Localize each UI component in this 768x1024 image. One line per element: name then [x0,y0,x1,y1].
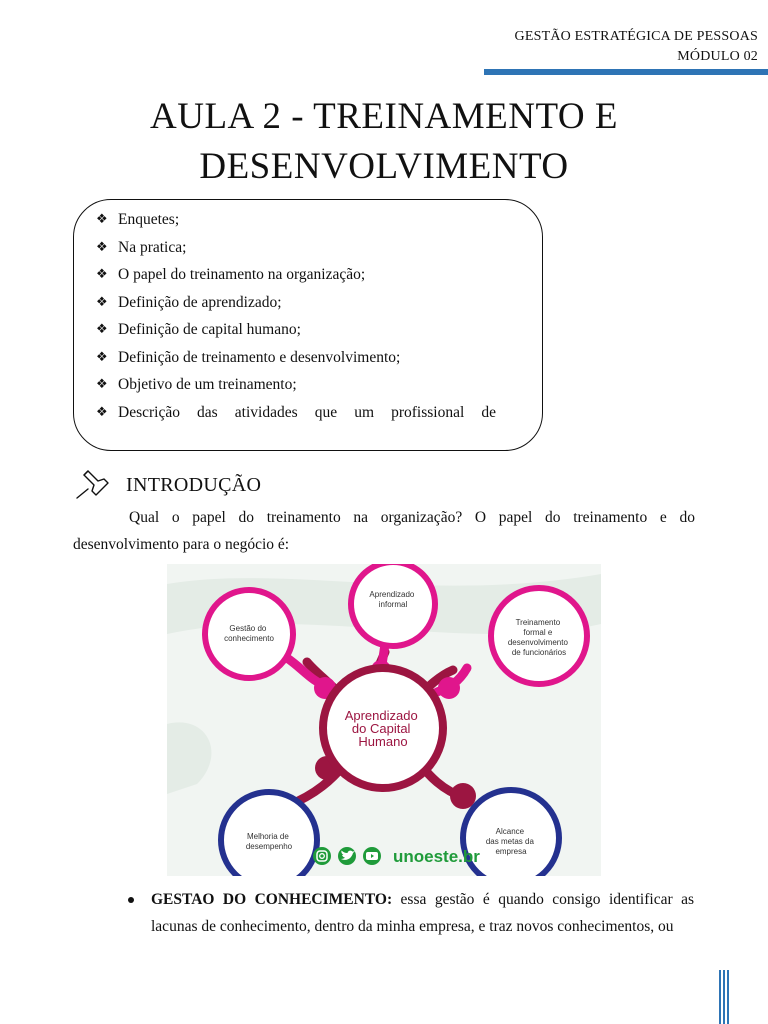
title-line-1: AULA 2 - TREINAMENTO E [150,96,618,137]
diamond-bullet-icon: ❖ [96,322,108,337]
intro-paragraph: Qual o papel do treinamento na organização? O papel do treinamento e do desenvolvimento para o negócio é: [73,509,695,553]
topic-item: ❖ Definição de capital humano; [96,316,542,344]
topic-item: ❖ Definição de treinamento e desenvolvimento; [96,344,542,372]
bullet-dot-icon [128,897,134,903]
center-label: Aprendizado do Capital Humano [344,708,418,749]
topic-item: ❖ O papel do treinamento na organização; [96,261,542,289]
header-course-title: GESTÃO ESTRATÉGICA DE PESSOAS [514,29,758,44]
topics-list [74,200,542,426]
diamond-bullet-icon: ❖ [96,212,108,227]
header-accent-bar [484,69,768,75]
node-label: Gestão do conhecimento [224,624,274,643]
title-line-2: DESENVOLVIMENTO [199,146,569,187]
diamond-bullet-icon: ❖ [96,404,108,420]
topic-item: ❖ Na pratica; [96,234,542,262]
diamond-bullet-icon: ❖ [96,294,108,310]
node-label: Aprendizado informal [369,590,415,609]
twitter-icon [338,847,356,865]
node-label: Alcance das metas da empresa [485,827,534,856]
page-header [515,27,758,67]
node-label: Melhoria de desempenho [245,832,293,851]
intro-title: INTRODUÇÃO [126,473,262,496]
diamond-bullet-icon: ❖ [96,349,108,365]
topics-box [73,199,543,451]
page-corner-lines [719,970,731,1024]
bullet-list [128,886,694,940]
intro-heading [74,467,261,503]
brand-wordmark: unoeste.br [393,847,480,866]
bullet-term: GESTAO DO CONHECIMENTO: [151,891,393,908]
header-module: MÓDULO 02 [677,49,758,64]
bullet-item [128,886,694,940]
topic-item: ❖ Objetivo de um treinamento; [96,371,542,399]
instagram-icon [313,847,331,865]
youtube-icon [363,847,381,865]
diagram-svg [167,564,601,876]
bg-wave [167,722,211,794]
topic-item: ❖ Definição de aprendizado; [96,289,542,317]
capital-humano-diagram [167,564,601,876]
diamond-bullet-icon: ❖ [96,239,108,255]
connector-knob [438,677,460,699]
topic-item: ❖ Enquetes; [96,206,542,234]
diamond-bullet-icon: ❖ [96,267,108,282]
topic-item: ❖ Descrição das atividades que um profissional de [96,399,496,427]
pushpin-icon [74,467,112,504]
page-title [0,92,768,192]
node-label: Treinamento formal e desenvolvimento de funcionários [507,618,568,657]
diamond-bullet-icon: ❖ [96,377,108,392]
bullet-text: essa gestão é quando consigo identificar as lacunas de conhecimento, dentro da minha empresa, e traz novos conhecimentos, ou [151,891,694,935]
